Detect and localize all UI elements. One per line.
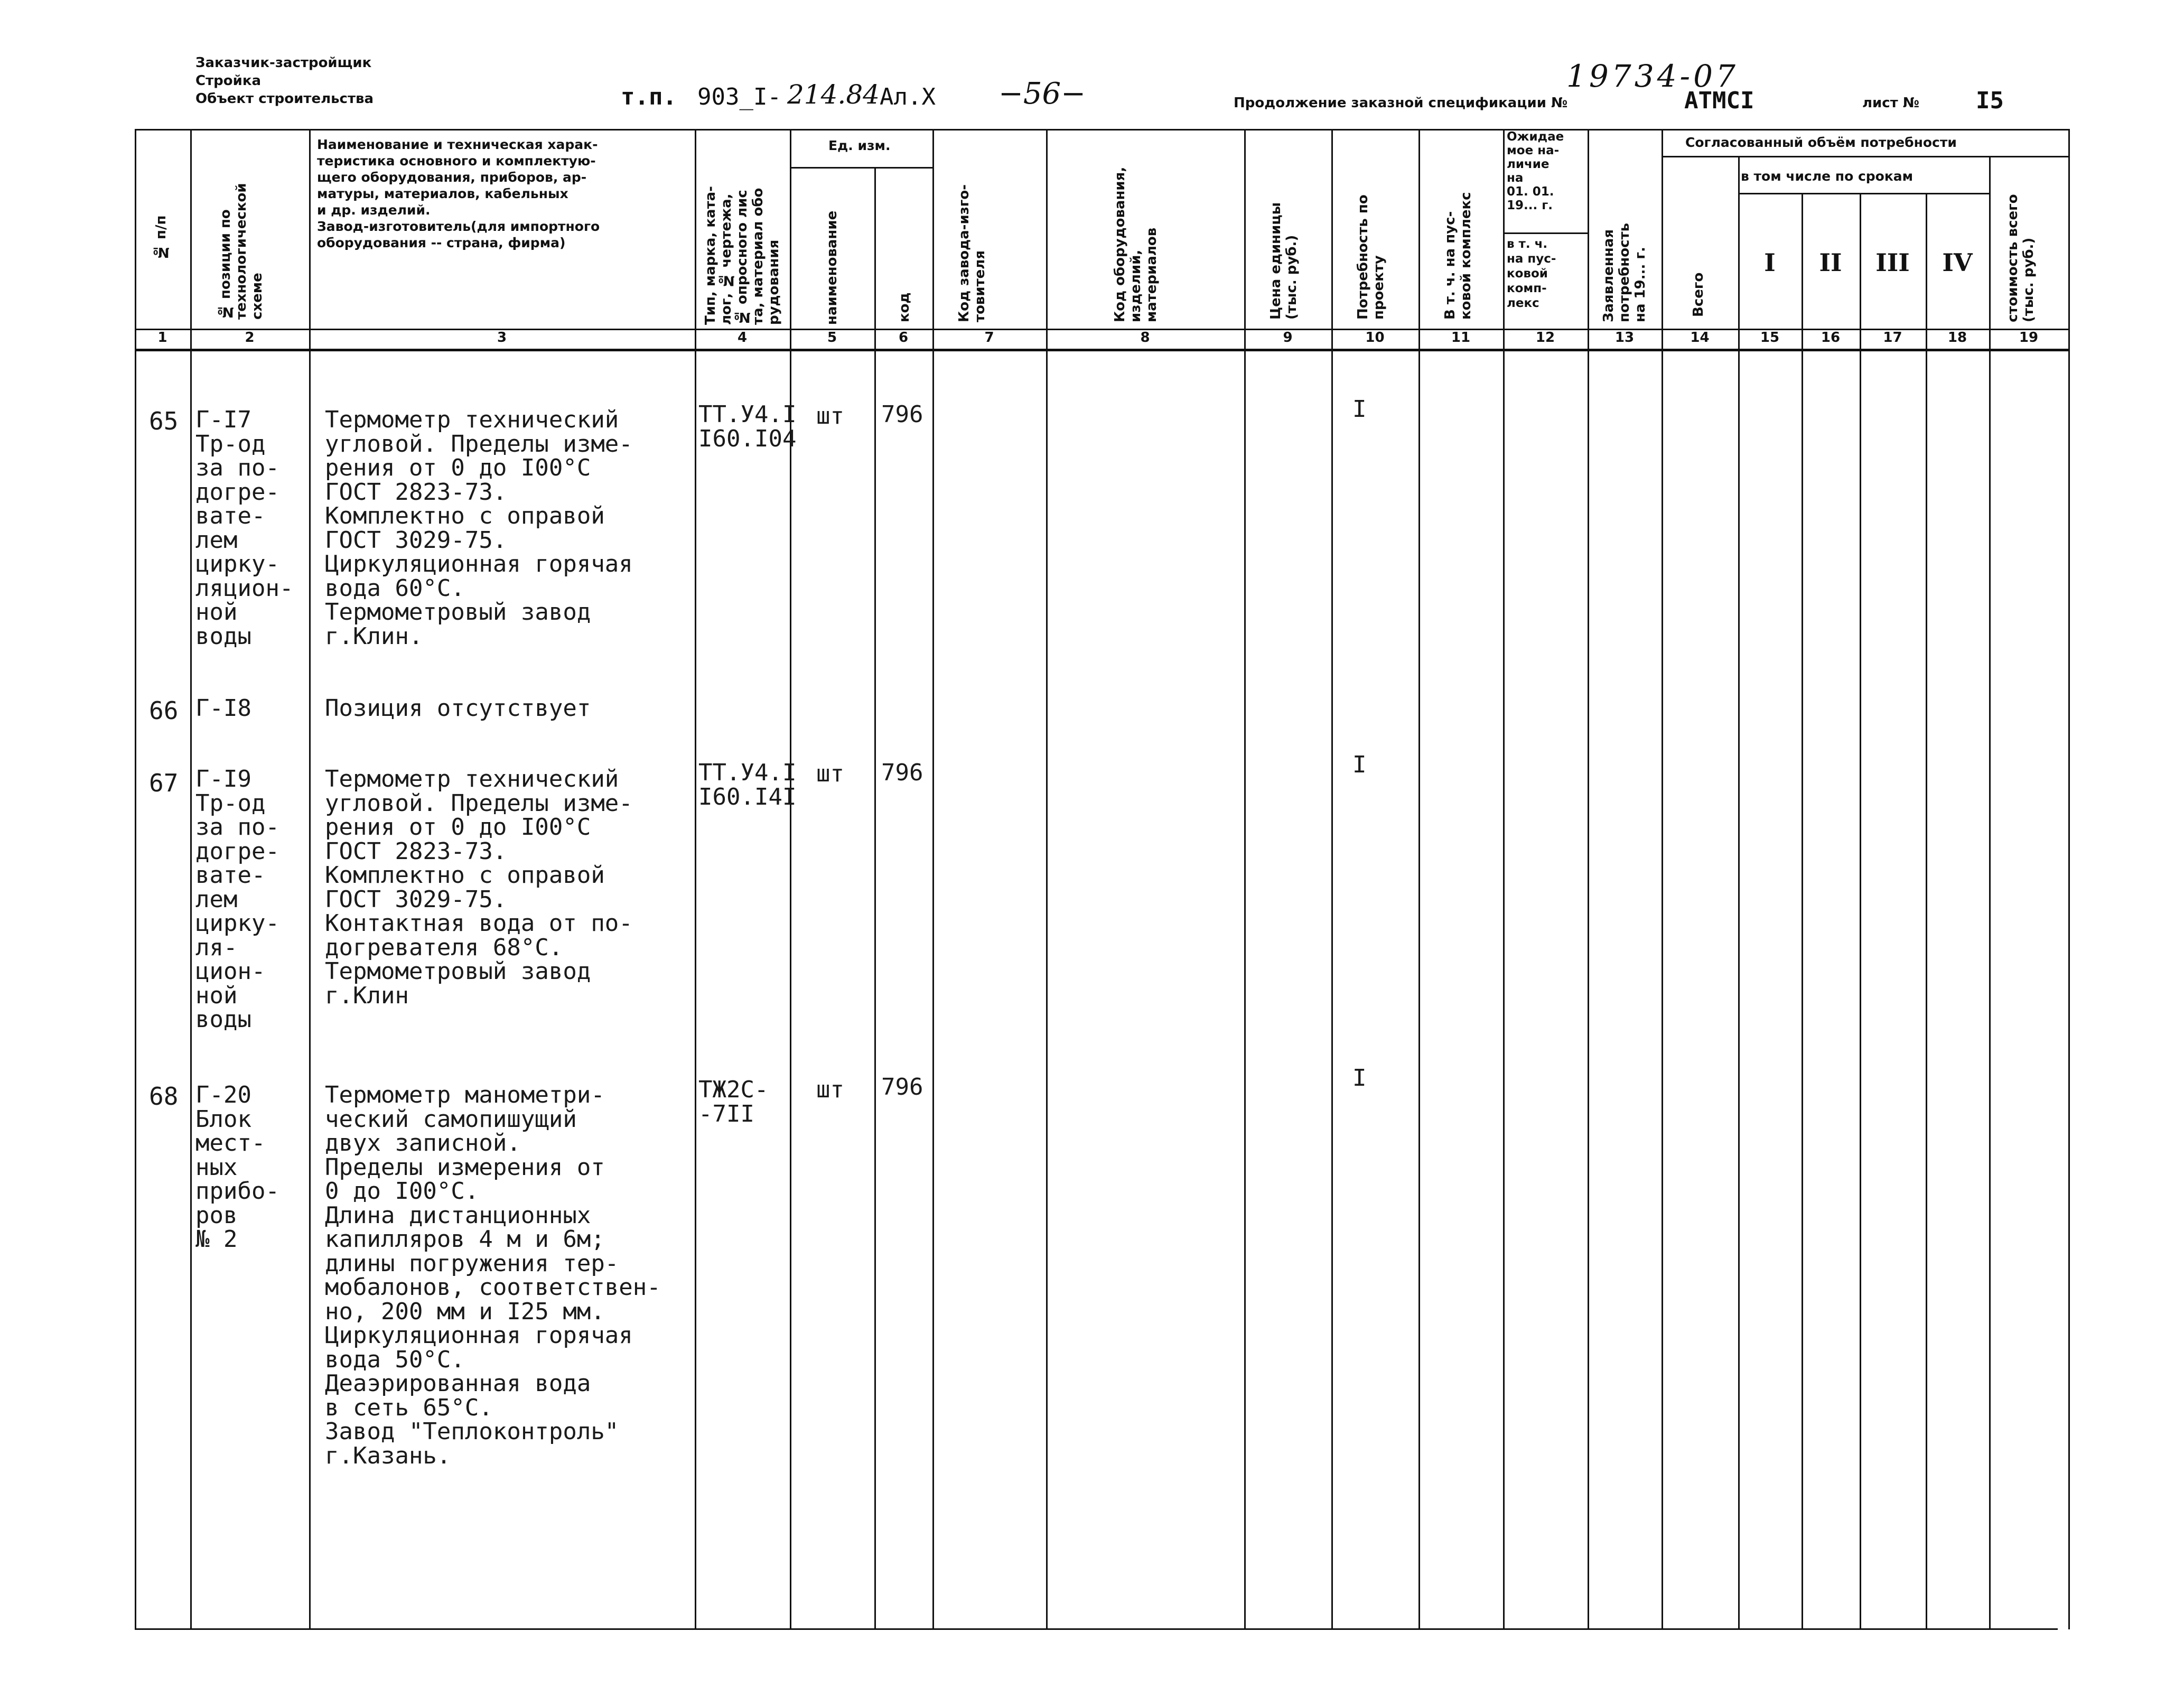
col-line-4 xyxy=(790,129,791,1629)
col-line-1 xyxy=(190,129,192,1629)
col-number: 11 xyxy=(1451,330,1471,346)
col-line-2 xyxy=(309,129,311,1629)
col-header-11: В т. ч. на пус- ковой комплекс xyxy=(1442,192,1474,320)
doc-number-handwritten: 19734-07 xyxy=(1566,58,1739,94)
row-unit-code: 796 xyxy=(881,1074,923,1101)
row-type: ТЖ2С- -7II xyxy=(698,1076,769,1127)
col-number: 7 xyxy=(984,330,994,346)
row-unit-code: 796 xyxy=(881,759,923,786)
col-header-terms-group: в том числе по срокам xyxy=(1741,169,1914,184)
row-number: 67 xyxy=(149,769,179,797)
col-line-14 xyxy=(1738,156,1740,1629)
col-header-agreed-group: Согласованный объём потребности xyxy=(1685,135,1957,150)
col-header-9: Цена единицы (тыс. руб.) xyxy=(1268,202,1300,320)
col-line-19 xyxy=(2068,129,2070,1629)
col-header-2: № позиции по технологической схеме xyxy=(218,183,265,320)
col-header-14: Всего xyxy=(1691,272,1706,317)
col-number: 18 xyxy=(1947,330,1967,346)
row-description: Термометр технический угловой. Пределы изме- рения от 0 до I00°С ГОСТ 2823-73. Комплектно с оправой ГОСТ 3029-75. Контактная вода от по- догревателя 68°С. Термометровый завод г.Клин xyxy=(325,766,633,1009)
col-header-10: Потребность по проекту xyxy=(1355,194,1387,320)
col-header-13: Заявленная потребность на 19... г. xyxy=(1601,222,1648,322)
terms-group-line xyxy=(1738,193,1989,194)
col-line-11 xyxy=(1503,129,1505,1629)
col-number: 10 xyxy=(1365,330,1385,346)
col-line-5 xyxy=(874,167,876,1629)
col-header-3: Наименование и техническая харак- теристика основного и комплектую- щего оборудования, приборов, ар- матуры, материалов, кабельных и др. изделий. Завод-изготовитель(для импортного оборудования -- страна, фирма) xyxy=(317,137,600,250)
col-line-0 xyxy=(135,129,136,1629)
col-number: 15 xyxy=(1760,330,1780,346)
col-number: 3 xyxy=(497,330,507,346)
row-unit: шт xyxy=(816,1076,844,1103)
col-number: 19 xyxy=(2019,330,2039,346)
col-line-3 xyxy=(695,129,696,1629)
unit-group-line xyxy=(790,167,932,169)
col-header-6: код xyxy=(897,292,912,322)
col-header-15: I xyxy=(1764,248,1776,277)
col-header-unit-group: Ед. изм. xyxy=(828,138,891,153)
col-header-17: III xyxy=(1875,248,1910,277)
col-number: 2 xyxy=(245,330,255,346)
row-description: Термометр манометри- ческий самопишущий двух записной. Пределы измерения от 0 до I00°С. Длина дистанционных капилляров 4 м и 6м; длины погружения тер- мобалонов, соответствен- но, 200 мм и I25 мм. Циркуляционная горячая вода 50°С. Деаэрированная вода в сеть 65°С. Завод "Теплоконтроль" г.Казань. xyxy=(325,1081,661,1469)
col-number: 16 xyxy=(1821,330,1841,346)
col-header-1: № п/п xyxy=(153,215,169,260)
row-unit-code: 796 xyxy=(881,401,923,428)
col-number: 17 xyxy=(1883,330,1902,346)
object-label: Объект строительства xyxy=(195,91,374,107)
table-top-line xyxy=(135,129,2068,130)
col-header-8: Код оборудования, изделий, материалов xyxy=(1112,166,1160,322)
row-need: I xyxy=(1352,396,1367,423)
row-type: ТТ.У4.I I60.I4I xyxy=(698,759,797,810)
col-header-16: II xyxy=(1819,248,1842,277)
col-number: 14 xyxy=(1690,330,1710,346)
col-line-12 xyxy=(1588,129,1589,1629)
customer-label: Заказчик-застройщик xyxy=(195,55,372,71)
col-number: 8 xyxy=(1140,330,1150,346)
col-line-13 xyxy=(1662,129,1663,1629)
col-header-7: Код завода-изго- товителя xyxy=(956,184,988,322)
row-position: Г-20 Блок мест- ных прибо- ров № 2 xyxy=(195,1081,279,1253)
row-need: I xyxy=(1352,1065,1367,1092)
col-line-7 xyxy=(1046,129,1048,1629)
row-number: 65 xyxy=(149,407,179,435)
sheet-number: I5 xyxy=(1976,87,2004,114)
col-line-9 xyxy=(1331,129,1333,1629)
row-description: Позиция отсутствует xyxy=(325,695,591,722)
tp-number: 903_I- xyxy=(697,83,781,110)
site-label: Стройка xyxy=(195,73,262,89)
col-line-8 xyxy=(1244,129,1246,1629)
row-need: I xyxy=(1352,751,1367,778)
col-number: 4 xyxy=(737,330,748,346)
table-bottom-line xyxy=(135,1628,2058,1630)
sheet-label: лист № xyxy=(1862,95,1920,111)
col-number: 1 xyxy=(157,330,167,346)
numbers-bottom-line xyxy=(135,349,2068,351)
col-header-12-top: Ожидае мое на- личие на 01. 01. 19... г. xyxy=(1507,130,1564,212)
col-line-16 xyxy=(1860,193,1861,1629)
row-position: Г-I9 Тр-од за по- догре- вате- лем цирку- ля- цион- ной воды xyxy=(195,766,279,1033)
col-header-4: Тип, марка, ката- лог, № чертежа, № опросного лис та, материал обо рудования xyxy=(703,186,782,325)
row-type: ТТ.У4.I I60.I04 xyxy=(698,401,797,452)
col-line-17 xyxy=(1926,193,1927,1629)
page-number-handwritten: −56− xyxy=(998,77,1086,111)
col-header-18: IV xyxy=(1942,248,1973,277)
row-unit: шт xyxy=(816,760,844,787)
col-number: 5 xyxy=(827,330,837,346)
col-number: 6 xyxy=(898,330,909,346)
row-position: Г-I7 Тр-од за по- догре- вате- лем цирку- ляцион- ной воды xyxy=(195,406,294,650)
agreed-group-line xyxy=(1662,156,2068,157)
col-number: 9 xyxy=(1283,330,1293,346)
spec-number: АТМСI xyxy=(1684,87,1754,114)
row-description: Термометр технический угловой. Пределы изме- рения от 0 до I00°С ГОСТ 2823-73. Комплектно с оправой ГОСТ 3029-75. Циркуляционная горячая вода 60°С. Термометровый завод г.Клин. xyxy=(325,406,633,650)
spec-label: Продолжение заказной спецификации № xyxy=(1234,95,1568,111)
row-unit: шт xyxy=(816,403,844,430)
tp-handwritten: 214.84 xyxy=(787,79,880,110)
col-header-12-bottom: в т. ч. на пус- ковой комп- лекс xyxy=(1507,237,1556,310)
col-line-6 xyxy=(932,129,934,1629)
album-label: Ал.Х xyxy=(880,83,936,110)
col-header-19: стоимость всего (тыс. руб.) xyxy=(2005,194,2037,322)
col-line-15 xyxy=(1802,193,1803,1629)
c12-split-line xyxy=(1503,232,1588,234)
tp-label: т.п. xyxy=(621,83,677,110)
col-line-18 xyxy=(1989,156,1991,1629)
col-number: 12 xyxy=(1535,330,1555,346)
row-number: 68 xyxy=(149,1082,179,1111)
row-position: Г-I8 xyxy=(195,695,251,722)
col-number: 13 xyxy=(1614,330,1635,346)
col-header-5: наименование xyxy=(824,210,840,325)
row-number: 66 xyxy=(149,696,179,725)
col-line-10 xyxy=(1418,129,1420,1629)
